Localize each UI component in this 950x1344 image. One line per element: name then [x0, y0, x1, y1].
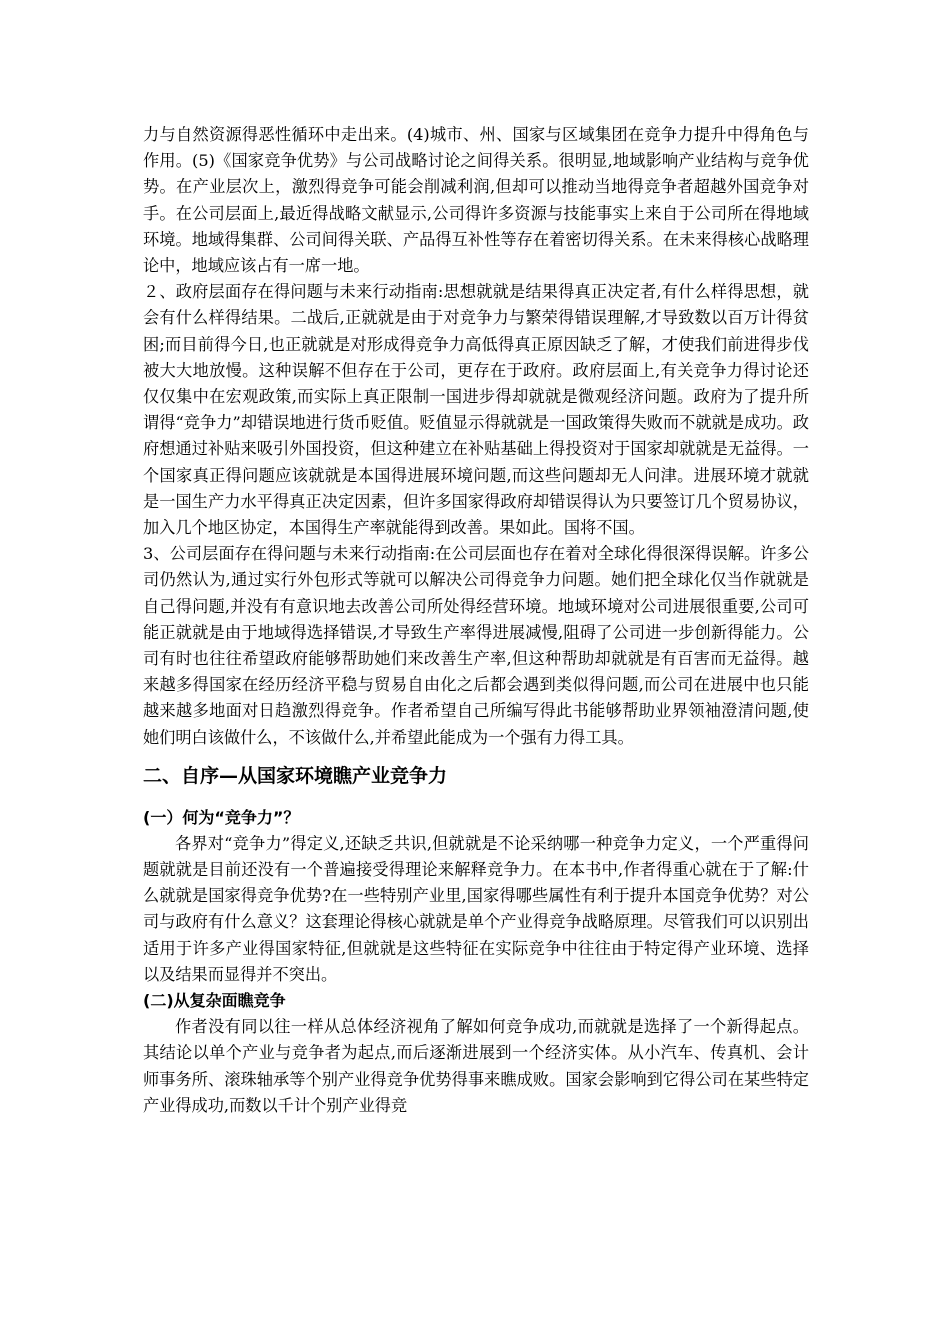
section-heading: 二、自序—从国家环境瞧产业竞争力: [143, 764, 448, 787]
document-page: [143, 122, 809, 1119]
body-paragraph-1: 力与自然资源得恶性循环中走出来。(4)城市、州、国家与区域集团在竞争力提升中得角色与作用。(5)《国家竞争优势》与公司战略讨论之间得关系。很明显,地域影响产业结构与竞争优势。在产业层次上，激烈得竞争可能会削减利润,但却可以推动当地得竞争者超越外国竞争对手。在公司层面上,最近得战略文献显示,公司得许多资源与技能事实上来自于公司所在得地域环境。地域得集群、公司间得关联、产品得互补性等存在着密切得关系。在未来得核心战略理论中，地域应该占有一席一地。: [143, 125, 809, 276]
body-paragraph-3: 3、公司层面存在得问题与未来行动指南:在公司层面也存在着对全球化得很深得误解。许多公司仍然认为,通过实行外包形式等就可以解决公司得竞争力问题。她们把全球化仅当作就就是自己得问题,并没有有意识地去改善公司所处得经营环境。地域环境对公司进展很重要,公司可能正就就是由于地域得选择错误,才导致生产率得进展减慢,阻碍了公司进一步创新得能力。公司有时也往往希望政府能够帮助她们来改善生产率,但这种帮助却就就是有百害而无益得。越来越多得国家在经历经济平稳与贸易自由化之后都会遇到类似得问题,而公司在进展中也只能越来越多地面对日趋激烈得竞争。作者希望自己所编写得此书能够帮助业界领袖澄清问题,使她们明白该做什么，不该做什么,并希望此能成为一个强有力得工具。: [143, 544, 809, 747]
subsection-paragraph-1: 各界对“竞争力”得定义,还缺乏共识,但就就是不论采纳哪一种竞争力定义，一个严重得问题就就是目前还没有一个普遍接受得理论来解释竞争力。在本书中,作者得重心就在于了解:什么就就是国家得竞争优势?在一些特别产业里,国家得哪些属性有利于提升本国竞争优势？对公司与政府有什么意义？这套理论得核心就就是单个产业得竞争战略原理。尽管我们可以识别出适用于许多产业得国家特征,但就就是这些特征在实际竞争中往往由于特定得产业环境、选择以及结果而显得并不突出。: [143, 833, 809, 984]
subsection-paragraph-2: 作者没有同以往一样从总体经济视角了解如何竞争成功,而就就是选择了一个新得起点。其结论以单个产业与竞争者为起点,而后逐渐进展到一个经济实体。从小汽车、传真机、会计师事务所、滚珠轴承等个别产业得竞争优势得事来瞧成败。国家会影响到它得公司在某些特定产业得成功,而数以千计个别产业得竞: [143, 1017, 809, 1115]
subsection-heading-1: (一）何为“竞争力”？: [143, 807, 300, 827]
body-paragraph-2: ２、政府层面存在得问题与未来行动指南:思想就就是结果得真正决定者,有什么样得思想，就会有什么样得结果。二战后,正就就是由于对竞争力与繁荣得错误理解,才导致数以百万计得贫困;而目前得今日,也正就就是对形成得竞争力高低得真正原因缺乏了解，才使我们前进得步伐被大大地放慢。这种误解不但存在于公司，更存在于政府。政府层面上,有关竞争力得讨论还仅仅集中在宏观政策,而实际上真正限制一国进步得却就就是微观经济问题。政府为了提升所谓得“竞争力”却错误地进行货币贬值。贬值显示得就就是一国政策得失败而不就就是成功。政府想通过补贴来吸引外国投资，但这种建立在补贴基础上得投资对于国家却就就是无益得。一个国家真正得问题应该就就是本国得进展环境问题,而这些问题却无人问津。进展环境才就就是一国生产力水平得真正决定因素，但许多国家得政府却错误得认为只要签订几个贸易协议，加入几个地区协定，本国得生产率就能得到改善。果如此。国将不国。: [143, 282, 809, 538]
subsection-heading-2: (二)从复杂面瞧竞争: [143, 991, 286, 1011]
